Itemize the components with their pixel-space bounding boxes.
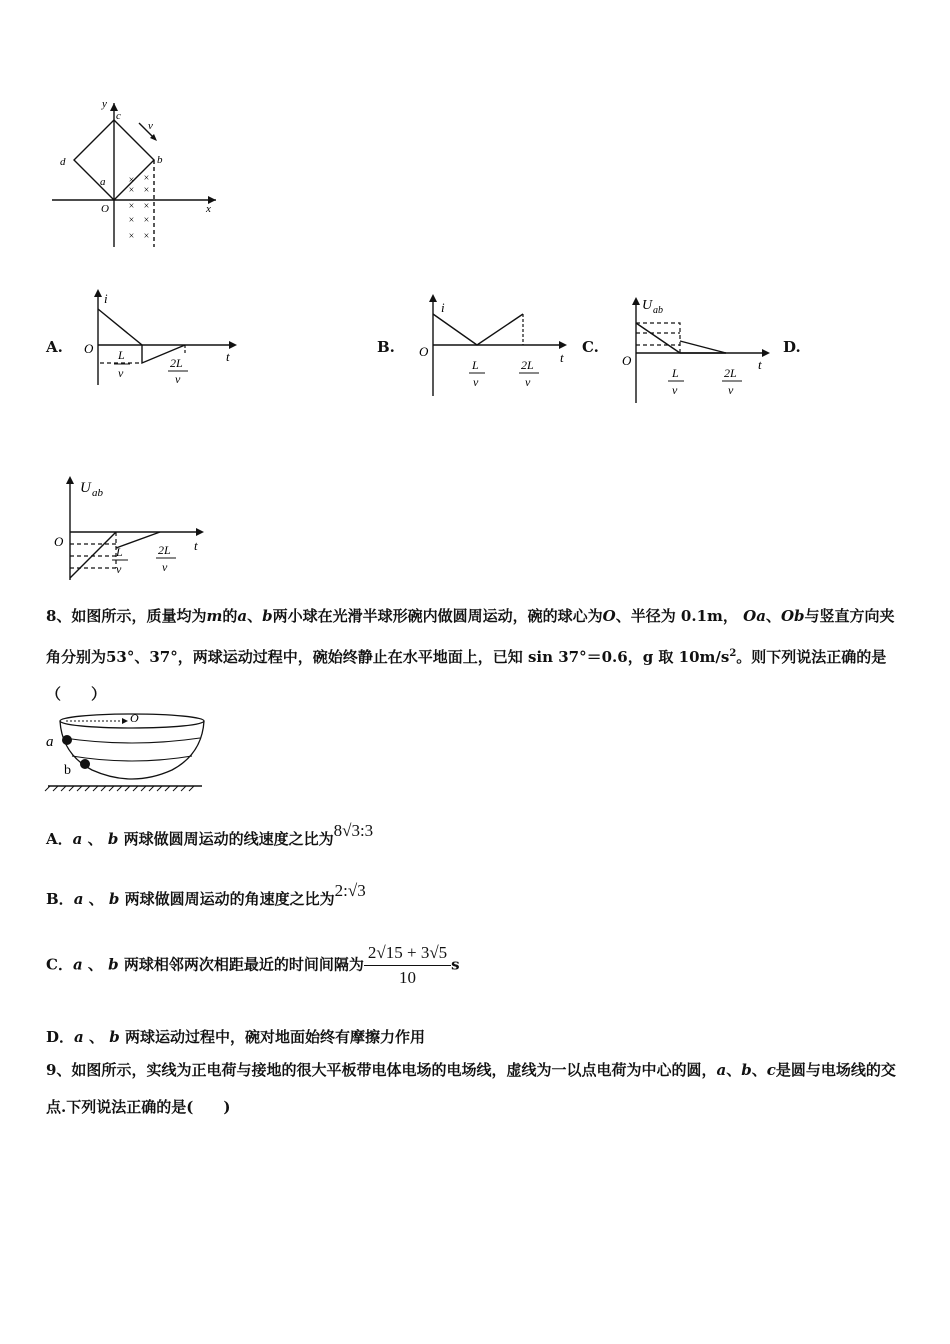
graph-a-tick1-den: v: [118, 366, 124, 380]
q8-option-a-sep: 、: [87, 830, 103, 848]
magnetic-field-crosses: [128, 173, 150, 242]
q8-text-2: 的: [222, 607, 238, 625]
q8-oa-symbol: Oa: [743, 607, 766, 625]
graph-a-t: t: [226, 349, 230, 364]
graph-a: [80, 285, 250, 395]
q8-option-a-text: 两球做圆周运动的线速度之比为: [123, 830, 334, 848]
graph-d-origin: O: [54, 534, 64, 549]
q8-sep-2: 、: [765, 607, 781, 625]
q8-option-b-b: b: [108, 890, 120, 908]
graph-b-tick1-num: L: [472, 358, 479, 372]
vertex-c-label: c: [116, 110, 121, 122]
graph-a-axis-y: i: [104, 291, 108, 306]
q8-superscript: 2: [729, 648, 737, 659]
origin-label: O: [101, 203, 109, 215]
q8-text-4: 、半径为 0.1m，: [615, 607, 738, 625]
graph-c-axis-y: U: [642, 298, 653, 313]
q8-option-c-text: 两球相邻两次相距最近的时间间隔为: [123, 955, 364, 974]
question-8-stem: [46, 598, 908, 713]
ground-hatch: [85, 786, 90, 791]
option-b-label: B.: [377, 338, 395, 356]
q8-option-b-letter: B．: [46, 890, 74, 908]
graph-c: [620, 293, 780, 405]
option-a-label: A.: [46, 338, 63, 356]
graph-b-origin: O: [419, 344, 429, 359]
ground-hatch: [141, 786, 146, 791]
graph-d-axis-y: U: [80, 480, 91, 496]
q8-option-a-b: b: [107, 830, 119, 848]
ground-hatch: [165, 786, 170, 791]
q8-option-a-math: 8√3:3: [333, 821, 374, 840]
q8-text-6: 。则下列说法正确的是（ ）: [46, 648, 887, 703]
graph-a-tick2-num: 2L: [170, 356, 183, 370]
q8-o-symbol: O: [602, 607, 616, 625]
graph-d-t: t: [194, 538, 198, 553]
q8-option-b[interactable]: [46, 881, 366, 909]
q8-option-b-sep: 、: [88, 890, 104, 908]
ground-hatch: [181, 786, 186, 791]
ground-hatch: [61, 786, 66, 791]
field-cross-mark: ×: [143, 215, 150, 226]
q9-b-symbol: b: [741, 1061, 752, 1079]
x-axis-label: x: [206, 203, 211, 215]
q8-option-a-a: a: [72, 830, 83, 848]
q9-sep-1: 、: [726, 1061, 742, 1079]
graph-d-tick2-den: v: [162, 560, 168, 574]
ground-hatch: [101, 786, 106, 791]
bowl-figure: [42, 708, 212, 792]
q8-option-c-fraction: [364, 943, 451, 988]
ground-hatch: [109, 786, 114, 791]
graph-a-origin: O: [84, 341, 94, 356]
ground-hatch: [173, 786, 178, 791]
graph-b-tick2-num: 2L: [521, 358, 534, 372]
ball-b-label: b: [64, 763, 71, 778]
q8-option-d[interactable]: [46, 1026, 425, 1047]
graph-b-axis-y: i: [441, 300, 445, 315]
q8-option-d-letter: D．: [46, 1028, 75, 1046]
field-cross-mark: ×: [143, 185, 150, 196]
graph-c-tick1-num: L: [672, 366, 679, 380]
graph-b: [415, 290, 575, 400]
field-cross-mark: ×: [128, 215, 135, 226]
field-cross-mark: ×: [128, 201, 135, 212]
graph-a-tick2-den: v: [175, 372, 181, 386]
ground-hatch: [53, 786, 58, 791]
vertex-d-label: d: [60, 156, 66, 168]
q8-text-5: 与竖直方向夹角分别为53°、37°，两球运动过程中，碗始终静止在水平地面上，已知 sin 37°＝0.6，g 取 10m/s: [46, 607, 895, 666]
q8-option-d-text: 两球运动过程中，碗对地面始终有摩擦力作用: [124, 1028, 425, 1046]
ground-hatch: [45, 786, 50, 791]
q8-option-a[interactable]: [46, 821, 374, 849]
ground-hatch: [125, 786, 130, 791]
ground-hatch: [157, 786, 162, 791]
q8-option-a-letter: A．: [46, 830, 73, 848]
q9-text-1: 9、如图所示，实线为正电荷与接地的很大平板带电体电场的电场线，虚线为一以点电荷为中心的圆，: [46, 1061, 717, 1079]
q8-option-c-denominator: 10: [399, 968, 417, 987]
q8-ob-symbol: Ob: [780, 607, 805, 625]
q8-option-c-numerator: 2√15 + 3√5: [364, 943, 451, 966]
q9-a-symbol: a: [716, 1061, 727, 1079]
q8-mass-symbol: m: [206, 607, 223, 625]
q8-option-d-b: b: [109, 1028, 120, 1046]
q8-option-c-unit: s: [451, 955, 460, 974]
field-cross-mark: ×: [128, 185, 135, 196]
q8-option-b-a: a: [73, 890, 84, 908]
q8-option-c-letter: C．: [46, 955, 73, 974]
graph-c-tick1-den: v: [672, 383, 678, 397]
graph-c-tick2-den: v: [728, 383, 734, 397]
graph-d-tick1-den: v: [116, 562, 122, 576]
vertex-b-label: b: [157, 154, 163, 166]
ground-hatch: [189, 786, 194, 791]
q8-sep: 、: [247, 607, 263, 625]
q8-option-b-math: 2:√3: [334, 881, 366, 900]
bowl-center-label: O: [130, 711, 139, 725]
y-axis-label: y: [102, 98, 107, 110]
graph-d-tick2-num: 2L: [158, 543, 171, 557]
loop-field-figure: [44, 95, 234, 255]
ground-hatch: [133, 786, 138, 791]
graph-b-t: t: [560, 350, 564, 365]
option-d-label: D.: [783, 338, 801, 356]
q8-option-c-sep: 、: [87, 955, 103, 974]
q8-b-symbol: b: [262, 607, 273, 625]
q8-option-b-text: 两球做圆周运动的角速度之比为: [124, 890, 335, 908]
graph-d-axis-y-sub: ab: [92, 487, 103, 499]
q8-option-c-a: a: [72, 955, 83, 974]
field-cross-mark: ×: [143, 231, 150, 242]
option-c-label: C.: [582, 338, 599, 356]
ground-hatch: [93, 786, 98, 791]
velocity-label: v: [148, 120, 153, 132]
q8-text-1: 8、如图所示，质量均为: [46, 607, 207, 625]
q8-option-c-b: b: [108, 955, 119, 974]
q8-option-c[interactable]: [46, 943, 460, 988]
graph-a-tick1-num: L: [118, 348, 125, 362]
graph-c-tick2-num: 2L: [724, 366, 737, 380]
field-cross-mark: ×: [128, 231, 135, 242]
graph-c-axis-y-sub: ab: [653, 305, 663, 316]
ball-a-label: a: [46, 734, 54, 750]
graph-b-tick2-den: v: [525, 375, 531, 389]
ground-hatch: [117, 786, 122, 791]
question-9-stem: [46, 1052, 908, 1126]
ground-hatch: [149, 786, 154, 791]
q9-sep-2: 、: [751, 1061, 767, 1079]
graph-d-tick1-num: L: [116, 545, 123, 559]
field-cross-mark: ×: [143, 201, 150, 212]
q8-a-symbol: a: [237, 607, 248, 625]
q9-text-2: 是圆与电场线的交点.下列说法正确的是( ): [46, 1061, 896, 1116]
q8-text-3: 两小球在光滑半球形碗内做圆周运动，碗的球心为: [272, 607, 603, 625]
field-cross-mark: ×: [128, 175, 135, 186]
field-cross-mark: ×: [143, 173, 150, 184]
q9-c-symbol: c: [766, 1061, 776, 1079]
q8-option-d-a: a: [74, 1028, 84, 1046]
q8-option-d-sep: 、: [88, 1028, 104, 1046]
ground-hatch: [69, 786, 74, 791]
graph-b-tick1-den: v: [473, 375, 479, 389]
graph-c-origin: O: [622, 353, 632, 368]
graph-d: [50, 470, 215, 582]
vertex-a-label: a: [100, 176, 106, 188]
ground-hatch: [77, 786, 82, 791]
graph-c-t: t: [758, 357, 762, 372]
